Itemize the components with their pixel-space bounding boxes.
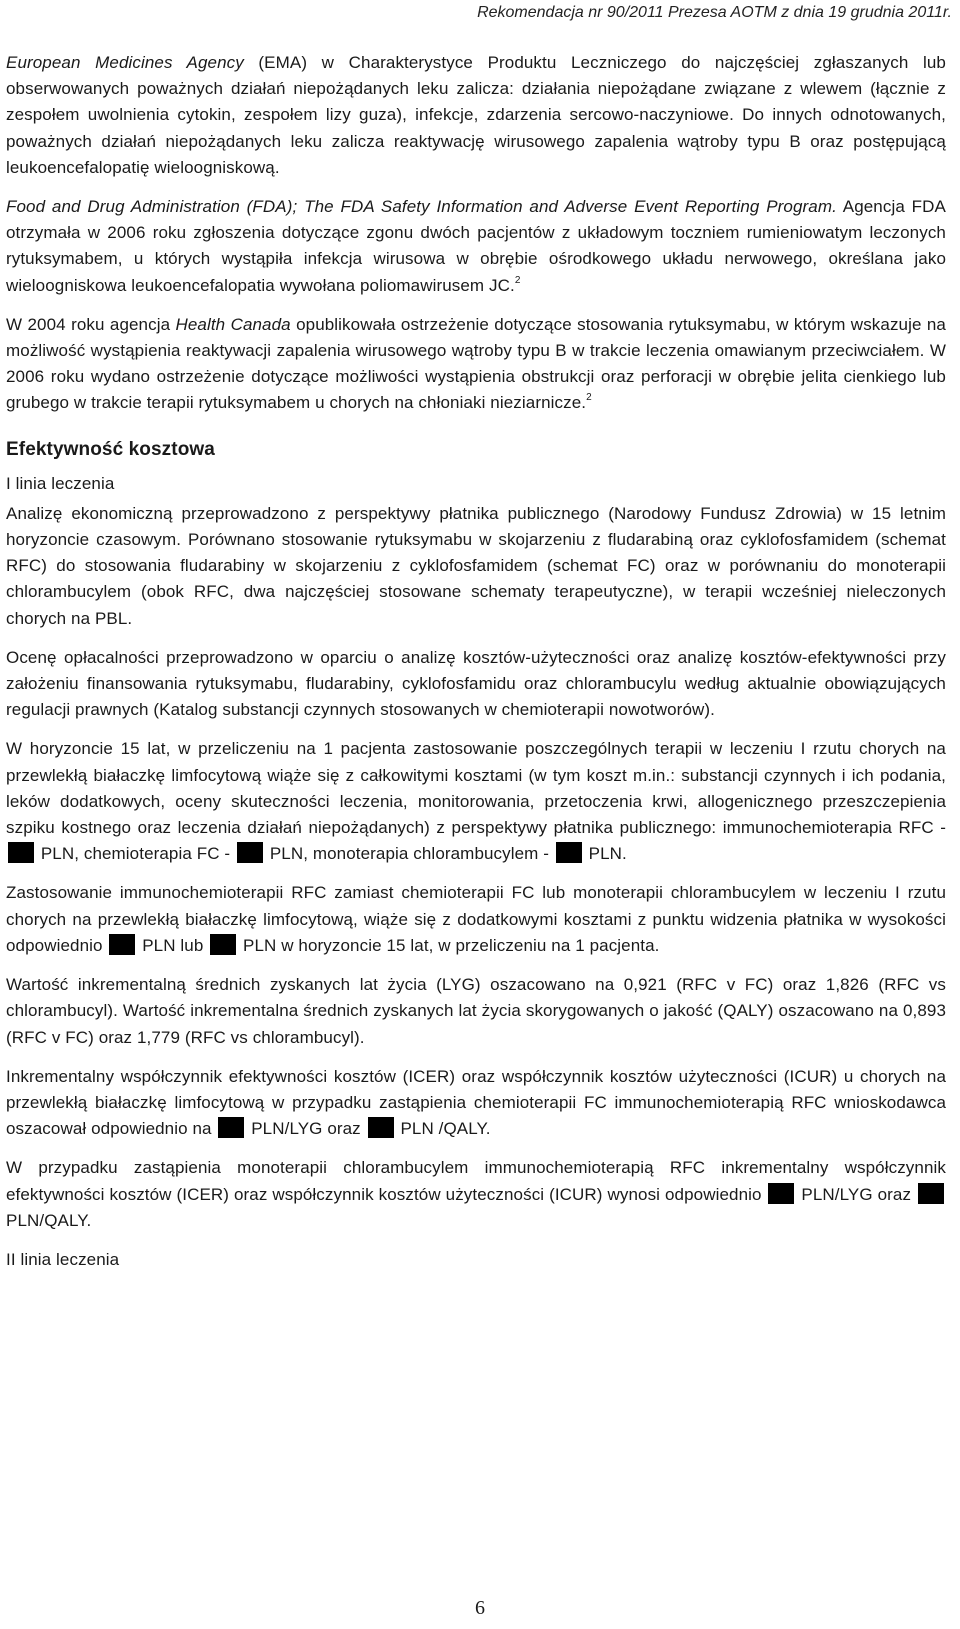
ema-text: (EMA) w Charakterystyce Produktu Leczniczego do najczęściej zgłaszanych lub obserwowanych poważnych działań niepożądanych leku zalicza: działania niepożądane związane z wlewem (łącznie z zespołem uwolnienia cytokin, zespołem lizy guza), infekcje, zdarzenia sercowo-naczyniowe. Do innych odnotowanych, poważnych działań niepożądanych leku zalicza reaktywację wirusowego zapalenia wątroby typu B oraz postępującą leukoencefalopatię wieloogniskową.: [6, 53, 946, 177]
hc-text-b: opublikowała ostrzeżenie dotyczące stosowania rytuksymabu, w którym wskazuje na możliwość wystąpienia reaktywacji zapalenia wirusowego wątroby typu B w trakcie leczenia omawianym przeciwciałem. W 2006 roku wydano ostrzeżenie dotyczące możliwości wystąpienia obstrukcji oraz perforacji w obrębie jelita cienkiego lub grubego w trakcie terapii rytuksymabem u chorych na chłoniaki nieziarnicze.: [6, 314, 946, 413]
redaction-block: [237, 842, 263, 863]
running-header: Rekomendacja nr 90/2011 Prezesa AOTM z dnia 19 grudnia 2011r.: [477, 4, 952, 21]
redaction-block: [368, 1117, 394, 1138]
paragraph-icer-chlorambucyl: [6, 1155, 946, 1234]
paragraph-lyg-qaly: Wartość inkrementalną średnich zyskanych lat życia (LYG) oszacowano na 0,921 (RFC v FC) oraz 1,826 (RFC vs chlorambucyl). Wartość inkrementalna średnich zyskanych lat życia skorygowanych o jakość (QALY) oszacowano na 0,893 (RFC v FC) oraz 1,779 (RFC vs chlorambucyl).: [6, 975, 946, 1047]
hc-text-a: W 2004 roku agencja: [6, 314, 176, 334]
paragraph-total-costs: [6, 736, 946, 867]
redaction-block: [210, 934, 236, 955]
footnote-ref[interactable]: 2: [586, 392, 592, 404]
page-number: 6: [475, 1597, 485, 1619]
icer-ch-text-a: W przypadku zastąpienia monoterapii chlorambucylem immunochemioterapią RFC inkrementalny współczynnik efektywności kosztów (ICER) oraz współczynnik kosztów użyteczności (ICUR) wynosi odpowiednio: [6, 1158, 946, 1204]
icer-fc-text-b: PLN/LYG oraz: [246, 1119, 366, 1139]
fda-text: Agencja FDA otrzymała w 2006 roku zgłoszenia dotyczące zgonu dwóch pacjentów z układowym toczniem rumieniowatym leczonych rytuksymabem, u których wystąpiła infekcja wirusowa w obrębie ośrodkowego układu nerwowego, określana jako wieloogniskowa leukoencefalopatia wywołana poliomawirusem JC.: [6, 197, 946, 295]
health-canada-name: Health Canada: [175, 314, 291, 334]
costs-text-c: PLN, monoterapia chlorambucylem -: [265, 844, 554, 864]
footnote-ref[interactable]: 2: [514, 274, 521, 286]
icer-fc-text-c: PLN /QALY.: [395, 1119, 491, 1139]
paragraph-additional-costs: [6, 880, 946, 959]
paragraph-analysis: Analizę ekonomiczną przeprowadzono z perspektywy płatnika publicznego (Narodowy Fundusz Zdrowia) w 15 letnim horyzoncie czasowym. Porównano stosowanie rytuksymabu w skojarzeniu z fludarabiną oraz cyklofosfamidem (schemat RFC) do stosowania fludarabiny w skojarzeniu z cyklofosfamidem (schemat FC) oraz w porównaniu do monoterapii chlorambucylem (obok RFC, dwa najczęściej stosowane schematy terapeutyczne), w terapii wcześniej nieleczonych chorych na PBL.: [6, 503, 946, 628]
costs-text-b: PLN, chemioterapia FC -: [36, 844, 236, 864]
paragraph-ema: [6, 50, 946, 181]
icer-ch-text-b: PLN/LYG oraz: [796, 1184, 916, 1204]
paragraph-health-canada: [6, 312, 946, 417]
fda-name: Food and Drug Administration (FDA); The FDA Safety Information and Adverse Event Reporting Program.: [6, 197, 837, 217]
subheading-first-line: I linia leczenia: [6, 473, 115, 493]
redaction-block: [918, 1183, 944, 1204]
ema-name: European Medicines Agency: [6, 53, 244, 72]
paragraph-fda: [6, 194, 946, 299]
redaction-block: [768, 1183, 794, 1204]
document-body: [6, 50, 946, 1273]
redaction-block: [109, 934, 135, 955]
add-text-c: PLN w horyzoncie 15 lat, w przeliczeniu na 1 pacjenta.: [238, 935, 660, 955]
paragraph-cost-utility: Ocenę opłacalności przeprowadzono w oparciu o analizę kosztów-użyteczności oraz analizę kosztów-efektywności przy założeniu finansowania rytuksymabu, fludarabiny, cyklofosfamidu oraz chlorambucylu według aktualnie obowiązujących regulacji prawnych (Katalog substancji czynnych stosowanych w chemioterapii nowotworów).: [6, 647, 946, 720]
paragraph-icer-fc: [6, 1064, 946, 1143]
redaction-block: [8, 842, 34, 863]
add-text-a: Zastosowanie immunochemioterapii RFC zamiast chemioterapii FC lub monoterapii chlorambucylem w leczeniu I rzutu chorych na przewlekłą białaczkę limfocytową, wiąże się z dodatkowymi kosztami z punktu widzenia płatnika w wysokości odpowiednio: [6, 883, 946, 955]
redaction-block: [218, 1117, 244, 1138]
icer-ch-text-c: PLN/QALY.: [6, 1210, 92, 1230]
add-text-b: PLN lub: [137, 935, 209, 955]
costs-text-a: W horyzoncie 15 lat, w przeliczeniu na 1 pacjenta zastosowanie poszczególnych terapii w leczeniu I rzutu chorych na przewlekłą białaczkę limfocytową wiąże się z całkowitymi kosztami (w tym koszt m.in.: substancji czynnych i ich podania, leków dodatkowych, oceny skuteczności leczenia, monitorowania, przetoczenia krwi, allogenicznego przeszczepienia szpiku kostnego oraz leczenia działań niepożądanych) z perspektywy płatnika publicznego: immunochemioterapia RFC -: [6, 739, 946, 838]
redaction-block: [556, 842, 582, 863]
icer-fc-text-a: Inkrementalny współczynnik efektywności kosztów (ICER) oraz współczynnik kosztów użyteczności (ICUR) u chorych na przewlekłą białaczkę limfocytową w przypadku zastąpienia chemioterapii FC immunochemioterapią RFC wnioskodawca oszacował odpowiednio na: [6, 1066, 946, 1139]
costs-text-d: PLN.: [583, 844, 627, 864]
section-title: Efektywność kosztowa: [6, 438, 215, 460]
subheading-second-line: II linia leczenia: [6, 1249, 120, 1269]
